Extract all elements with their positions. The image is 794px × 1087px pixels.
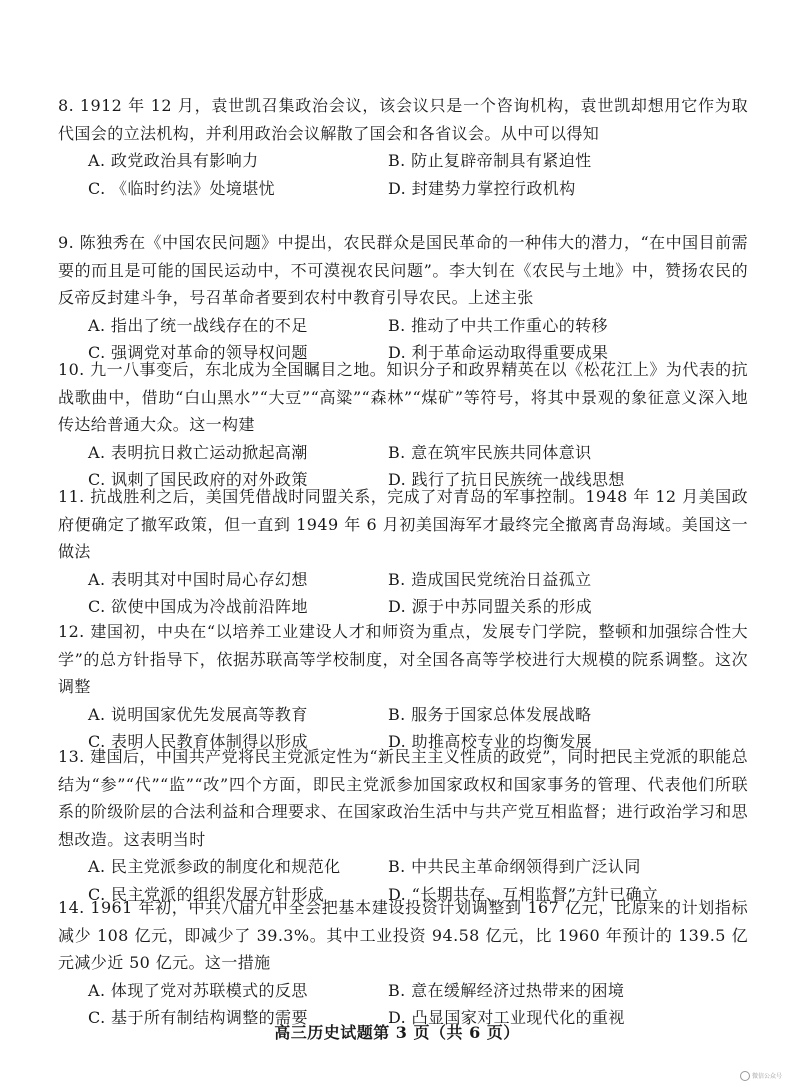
option-d: D. 利于革命运动取得重要成果 <box>388 343 609 362</box>
option-b: B. 造成国民党统治日益孤立 <box>388 569 592 589</box>
watermark <box>740 1071 782 1082</box>
question-12 <box>58 618 748 756</box>
option-c: C. 表明人民教育体制得以形成 <box>88 732 308 751</box>
option-d: D. 凸显国家对工业现代化的重视 <box>388 1008 625 1027</box>
option-c: C. 民主党派的组织发展方针形成 <box>88 884 325 904</box>
option-a: A. 民主党派参政的制度化和规范化 <box>88 857 341 876</box>
option-a: A. 体现了党对苏联模式的反思 <box>88 980 308 1000</box>
option-b: B. 中共民主革命纲领得到广泛认同 <box>388 857 641 876</box>
question-10 <box>58 356 748 494</box>
page-footer: 高三历史试题第 3 页（共 6 页） <box>274 1023 520 1042</box>
option-b: B. 防止复辟帝制具有紧迫性 <box>388 151 592 170</box>
question-stem: 9. 陈独秀在《中国农民问题》中提出，农民群众是国民革命的一种伟大的潜力，“在中国目前需要的而且是可能的国民运动中，不可漠视农民问题”。李大钊在《农民与土地》中，赞扬农民的反帝反封建斗争，号召革命者要到农村中教育引导农民。上述主张 <box>58 233 748 307</box>
option-d: D. 源于中苏同盟关系的形成 <box>388 597 593 616</box>
watermark-text: 微信公众号 <box>751 1072 782 1080</box>
question-stem: 14. 1961 年初，中共八届九中全会把基本建设投资计划调整到 167 亿元，比原来的计划指标减少 108 亿元，即减少了 39.3%。其中工业投资 94.58 亿元，比 1960 年预计的 139.5 亿元减少近 50 亿元。这一措施 <box>58 898 748 972</box>
watermark-logo-icon <box>740 1071 750 1081</box>
option-b: B. 推动了中共工作重心的转移 <box>388 315 608 335</box>
question-stem: 8. 1912 年 12 月，袁世凯召集政治会议，该会议只是一个咨询机构，袁世凯却想用它作为取代国会的立法机构，并利用政治会议解散了国会和各省议会。从中可以得知 <box>58 96 748 143</box>
question-11 <box>58 483 748 621</box>
options <box>88 147 748 202</box>
option-a: A. 政党政治具有影响力 <box>88 151 259 170</box>
option-d: D. 封建势力掌控行政机构 <box>388 178 576 198</box>
option-a: A. 表明抗日救亡运动掀起高潮 <box>88 442 308 462</box>
option-a: A. 说明国家优先发展高等教育 <box>88 704 308 724</box>
option-d: D. 践行了抗日民族统一战线思想 <box>388 470 625 489</box>
option-d: D. “长期共存、互相监督”方针已确立 <box>388 884 659 904</box>
question-stem: 11. 抗战胜利之后，美国凭借战时同盟关系，完成了对青岛的军事控制。1948 年 12 月美国政府便确定了撤军政策，但一直到 1949 年 6 月初美国海军才最终完全撤离青岛海域。美国这一做法 <box>58 487 748 561</box>
option-b: B. 意在缓解经济过热带来的困境 <box>388 980 625 1000</box>
option-c: C. 《临时约法》处境堪忧 <box>88 178 276 198</box>
question-stem: 12. 建国初，中央在“以培养工业建设人才和师资为重点，发展专门学院，整顿和加强综合性大学”的总方针指导下，依据苏联高等学校制度，对全国各高等学校进行大规模的院系调整。这次调整 <box>58 622 748 696</box>
question-8 <box>58 92 748 202</box>
question-13 <box>58 743 748 908</box>
option-d: D. 助推高校专业的均衡发展 <box>388 732 593 751</box>
option-c: C. 欲使中国成为冷战前沿阵地 <box>88 597 308 616</box>
question-stem: 10. 九一八事变后，东北成为全国瞩目之地。知识分子和政界精英在以《松花江上》为代表的抗战歌曲中，借助“白山黑水”“大豆”“高粱”“森林”“煤矿”等符号，将其中景观的象征意义深入地传达给普通大众。这一构建 <box>58 360 748 434</box>
option-c: C. 讽刺了国民政府的对外政策 <box>88 470 308 489</box>
option-c: C. 基于所有制结构调整的需要 <box>88 1008 308 1027</box>
question-stem: 13. 建国后，中国共产党将民主党派定性为“新民主主义性质的政党”，同时把民主党派的职能总结为“参”“代”“监”“改”四个方面，即民主党派参加国家政权和国家事务的管理、代表他们所联系的阶级阶层的合法利益和合理要求、在国家政治生活中与共产党互相监督；进行政治学习和思想改造。这表明当时 <box>58 747 748 849</box>
option-b: B. 服务于国家总体发展战略 <box>388 704 592 724</box>
options <box>88 566 748 621</box>
option-a: A. 指出了统一战线存在的不足 <box>88 315 308 335</box>
question-14 <box>58 894 748 1032</box>
option-c: C. 强调党对革命的领导权问题 <box>88 343 308 362</box>
option-a: A. 表明其对中国时局心存幻想 <box>88 569 308 589</box>
question-9 <box>58 229 748 367</box>
option-b: B. 意在筑牢民族共同体意识 <box>388 442 592 462</box>
